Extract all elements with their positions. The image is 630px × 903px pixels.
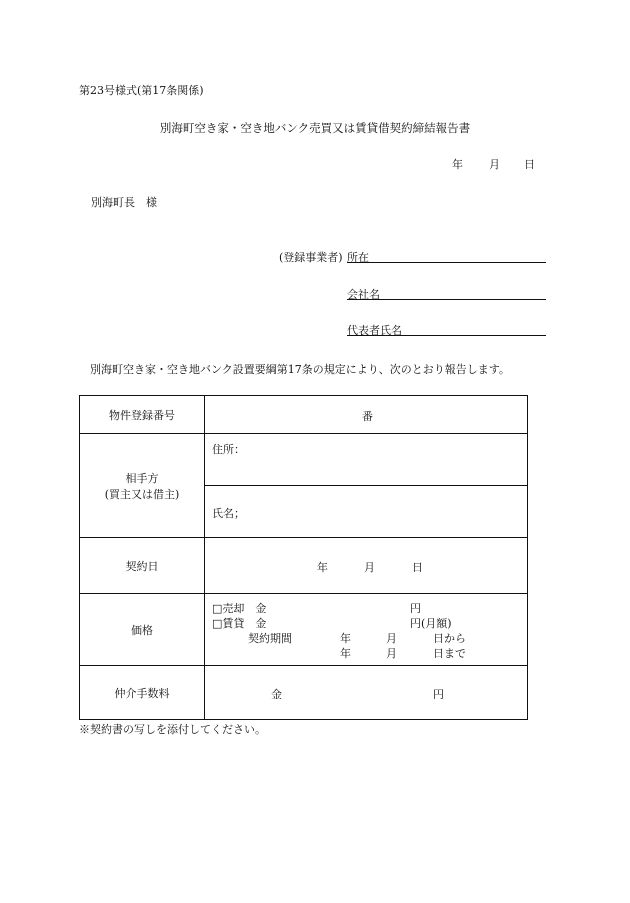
addressee: 別海町長 様 [91, 196, 157, 209]
document-title: 別海町空き家・空き地バンク売買又は賃貸借契約締結報告書 [159, 121, 471, 135]
brokerage-fee-field[interactable] [205, 666, 528, 720]
sale-unit: 円 [410, 602, 421, 615]
row-brokerage-fee [80, 666, 528, 720]
report-table [79, 395, 528, 720]
period-start-day: 日から [433, 632, 466, 645]
counterparty-label-main: 相手方 [125, 471, 159, 485]
price-label: 価格 [80, 594, 205, 666]
period-end-day: 日まで [433, 647, 466, 660]
period-end-month: 月 [386, 647, 397, 660]
attachment-note: ※契約書の写しを添付してください。 [79, 723, 266, 736]
date-month-label: 月 [489, 158, 500, 171]
reporter-address-label: 所在 [347, 251, 369, 264]
period-start-year: 年 [340, 632, 351, 645]
date-year-label: 年 [452, 158, 463, 171]
property-number-suffix: 番 [362, 410, 373, 423]
counterparty-name-label: 氏名； [212, 507, 245, 520]
row-contract-date [80, 538, 528, 594]
reporter-representative-label: 代表者氏名 [347, 324, 402, 337]
contract-period-label: 契約期間 [248, 632, 292, 645]
period-start-month: 月 [386, 632, 397, 645]
reporter-representative-line[interactable] [347, 335, 546, 336]
counterparty-address-field[interactable] [205, 434, 528, 486]
counterparty-label-sub: (買主又は借主) [104, 487, 180, 501]
counterparty-name-field[interactable] [205, 486, 528, 538]
brokerage-fee-prefix: 金 [271, 688, 282, 701]
counterparty-label [80, 434, 205, 538]
contract-date-field[interactable] [205, 538, 528, 594]
sale-checkbox-label[interactable]: □売却 金 [212, 602, 267, 615]
property-number-label: 物件登録番号 [80, 396, 205, 434]
contract-date-label: 契約日 [80, 538, 205, 594]
contract-date-month: 月 [364, 561, 375, 574]
reporter-address-line[interactable] [347, 262, 546, 263]
lease-unit: 円(月額) [410, 617, 452, 630]
contract-date-year: 年 [317, 561, 328, 574]
intro-text: 別海町空き家・空き地バンク設置要綱第17条の規定により、次のとおり報告します。 [90, 363, 510, 376]
contract-date-day: 日 [412, 561, 423, 574]
brokerage-fee-unit: 円 [433, 688, 444, 701]
reporter-company-line[interactable] [347, 299, 546, 300]
row-counterparty-address [80, 434, 528, 486]
form-number: 第23号様式(第17条関係) [79, 84, 204, 97]
brokerage-fee-label: 仲介手数料 [80, 666, 205, 720]
lease-checkbox-label[interactable]: □賃貸 金 [212, 617, 267, 630]
price-field[interactable] [205, 594, 528, 666]
reporter-role: (登録事業者) [279, 251, 343, 264]
counterparty-address-label: 住所： [212, 443, 245, 456]
property-number-field[interactable] [205, 396, 528, 434]
row-price [80, 594, 528, 666]
reporter-company-label: 会社名 [347, 288, 380, 301]
date-day-label: 日 [524, 158, 535, 171]
period-end-year: 年 [340, 647, 351, 660]
row-property-number [80, 396, 528, 434]
